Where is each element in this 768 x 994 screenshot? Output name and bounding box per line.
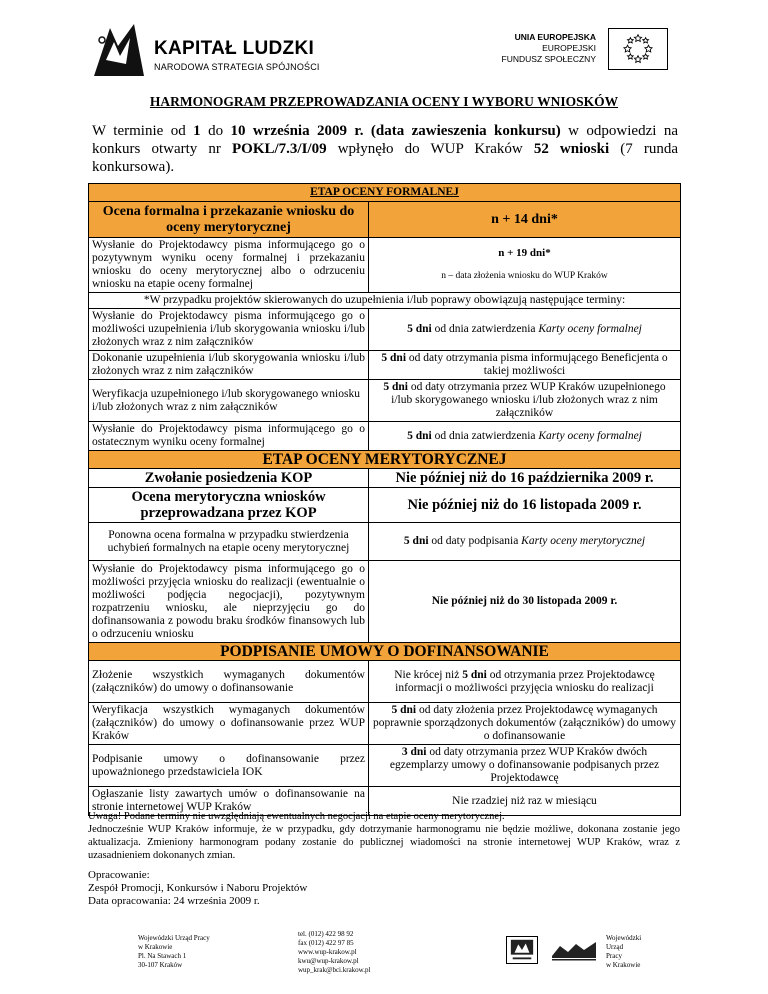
sign-r1-text-2: od otrzymania przez Projektodawcę informacji o możliwości przyjęcia wniosku do realizacji [395, 668, 655, 694]
formal-r2-value [369, 309, 681, 351]
footer-wup-2: Urząd [606, 943, 624, 951]
intro-text-1: W terminie od [92, 123, 194, 139]
footer-contact [298, 930, 438, 975]
eu-line-3: FUNDUSZ SPOŁECZNY [501, 54, 596, 64]
merit-r2-label: Ocena merytoryczna wniosków przeprowadzana przez KOP [89, 488, 369, 523]
table-row [89, 561, 681, 643]
sign-r2-bold: 5 dni [391, 704, 417, 716]
footer-contact-1: tel. (012) 422 98 92 [298, 930, 354, 938]
table-row [89, 469, 681, 488]
table-row [89, 523, 681, 561]
table-row [89, 703, 681, 745]
sign-r3-text: od daty otrzymania przez WUP Kraków dwóch egzemplarzy umowy o dofinansowanie podpisanych przez Projektodawcę [389, 746, 660, 784]
logo-subtitle: NARODOWA STRATEGIA SPÓJNOŚCI [154, 62, 320, 72]
section-merit: ETAP OCENY MERYTORYCZNEJ [89, 451, 681, 469]
footnote-line-2: Jednocześnie WUP Kraków informuje, że w przypadku, gdy dotrzymanie harmonogramu nie będzie możliwe, dokonana zostanie jego aktualizacja. Zmieniony harmonogram podany zostanie do publicznej wiadomości na stronie internetowej WUP Kraków, wraz z uzasadnieniem dokonanych zmian. [88, 824, 680, 861]
formal-r4-label: Weryfikacja uzupełnionego i/lub skorygowanego wniosku i/lub złożonych wraz z nim załączników [89, 380, 369, 422]
sign-r3-value [369, 745, 681, 787]
table-row [89, 380, 681, 422]
merit-r1-label: Zwołanie posiedzenia KOP [89, 469, 369, 488]
sign-r2-text: od daty złożenia przez Projektodawcę wymaganych poprawnie sporządzonych dokumentów (załączników) do umowy o dofinansowanie [372, 704, 677, 742]
table-row [89, 351, 681, 380]
formal-r2-italic: Karty oceny formalnej [538, 323, 642, 335]
footer-address-3: Pl. Na Stawach 1 [138, 952, 187, 960]
footer-contact-5: wup_krak@bci.krakow.pl [298, 966, 371, 974]
table-row [89, 422, 681, 451]
malopolska-logo [506, 936, 538, 964]
intro-text-3: w odpowiedzi na konkurs otwarty nr [92, 123, 678, 157]
eu-line-1: UNIA EUROPEJSKA [514, 32, 596, 42]
section-formal: ETAP OCENY FORMALNEJ [89, 184, 681, 202]
sign-r1-label: Złożenie wszystkich wymaganych dokumentów (załączników) do umowy o dofinansowanie [89, 661, 369, 703]
footer-wup-name [606, 934, 676, 970]
sign-r3-bold: 3 dni [401, 746, 427, 758]
table-row [89, 202, 681, 238]
prepared-line-2: Zespół Promocji, Konkursów i Naboru Projektów [88, 882, 308, 894]
footer-contact-2: fax (012) 422 97 85 [298, 939, 354, 947]
sign-r1-value [369, 661, 681, 703]
table-row [89, 238, 681, 293]
footer-wup-4: w Krakowie [606, 961, 641, 969]
sign-r2-label: Weryfikacja wszystkich wymaganych dokumentów (załączników) do umowy o dofinansowanie przez WUP Kraków [89, 703, 369, 745]
formal-r2-bold: 5 dni [407, 323, 432, 335]
merit-r3-bold: 5 dni [403, 535, 429, 547]
prepared-line-3: Data opracowania: 24 września 2009 r. [88, 895, 260, 907]
intro-bold-2: 10 września 2009 r. (data zawieszenia konkursu) [230, 123, 561, 139]
sign-r4-value: Nie rzadziej niż raz w miesiącu [369, 787, 681, 816]
sign-r4-label: Ogłaszanie listy zawartych umów o dofinansowanie na stronie internetowej WUP Kraków [89, 787, 369, 816]
intro-bold-4: 52 wnioski [533, 141, 610, 157]
formal-r3-value [369, 351, 681, 380]
section-sign: PODPISANIE UMOWY O DOFINANSOWANIE [89, 643, 681, 661]
formal-r3-bold: 5 dni [381, 352, 407, 364]
sign-r2-value [369, 703, 681, 745]
prepared-line-1: Opracowanie: [88, 869, 150, 881]
formal-r5-bold: 5 dni [407, 429, 432, 442]
formal-r4-value [369, 380, 681, 422]
table-row [89, 293, 681, 309]
formal-r4-bold: 5 dni [383, 381, 408, 393]
formal-r2-label: Wysłanie do Projektodawcy pisma informującego go o możliwości uzupełnienia i/lub skorygowania wniosku i/lub złożonych wraz z nim załączników [89, 309, 369, 351]
document-title: HARMONOGRAM PRZEPROWADZANIA OCENY I WYBORU WNIOSKÓW [149, 94, 619, 109]
formal-r4-text: od daty otrzymania przez WUP Kraków uzupełnionego i/lub skorygowanego wniosku i/lub złożonych wraz z nim załączników [391, 381, 666, 419]
intro-text-2: do [200, 123, 231, 139]
footer-wup-3: Pracy [606, 952, 622, 960]
footer-contact-4: kwu@wup-krakow.pl [298, 957, 359, 965]
formal-note: *W przypadku projektów skierowanych do uzupełnienia i/lub poprawy obowiązują następujące terminy: [89, 293, 681, 309]
intro-text-4: wpłynęło do WUP Kraków [326, 141, 534, 157]
formal-r1-label: Wysłanie do Projektodawcy pisma informującego go o pozytywnym wyniku oceny formalnej i przekazaniu wniosku do oceny merytorycznej albo o odrzuceniu wniosku na etapie oceny formalnej [89, 238, 369, 293]
formal-r5-label: Wysłanie do Projektodawcy pisma informującego go o ostatecznym wyniku oceny formalnej [89, 422, 369, 451]
formal-r1-value-cell [369, 238, 681, 293]
section-row [89, 184, 681, 202]
intro-bold-3: POKL/7.3/I/09 [232, 141, 327, 157]
section-row [89, 451, 681, 469]
table-row [89, 661, 681, 703]
footer-address-1: Wojewódzki Urząd Pracy [138, 934, 210, 942]
footer-wup-1: Wojewódzki [606, 934, 642, 942]
logo-title: KAPITAŁ LUDZKI [154, 38, 315, 59]
schedule-table [88, 183, 681, 816]
intro-bold-1: 1 [193, 123, 201, 139]
sign-r1-text-1: Nie krócej niż [394, 668, 463, 681]
formal-r3-text: od daty otrzymania pisma informującego Beneficjenta o takiej możliwości [406, 352, 668, 377]
formal-r5-value [369, 422, 681, 451]
table-row [89, 745, 681, 787]
sign-r1-bold: 5 dni [462, 668, 487, 681]
table-row [89, 309, 681, 351]
formal-head-value: n + 14 dni* [369, 202, 681, 238]
sign-r3-label: Podpisanie umowy o dofinansowanie przez upoważnionego przedstawiciela IOK [89, 745, 369, 787]
merit-r2-value: Nie później niż do 16 listopada 2009 r. [369, 488, 681, 523]
formal-head-label: Ocena formalna i przekazanie wniosku do oceny merytorycznej [89, 202, 369, 238]
merit-r4-value: Nie później niż do 30 listopada 2009 r. [369, 561, 681, 643]
merit-r4-label: Wysłanie do Projektodawcy pisma informującego go o możliwości przyjęcia wniosku do realizacji (ewentualnie o możliwości podjęcia negocjacji), pozytywnym rozpatrzeniu wniosku, ale nieprzyjęciu go do dofinansowania z powodu braku środków finansowych lub o odrzuceniu wniosku [89, 561, 369, 643]
footnote-line-1: Uwaga! Podane terminy nie uwzględniają ewentualnych negocjacji na etapie oceny merytorycznej. [88, 811, 505, 822]
formal-r2-text: od dnia zatwierdzenia [431, 323, 539, 335]
eu-flag-icon [608, 28, 668, 70]
merit-r3-italic: Karty oceny merytorycznej [521, 535, 646, 547]
intro-paragraph [92, 122, 678, 176]
kapital-ludzki-logo [88, 20, 148, 80]
footer-address-4: 30-107 Kraków [138, 961, 183, 969]
prepared-by [88, 869, 488, 908]
page-header [88, 20, 688, 90]
formal-r5-text: od dnia zatwierdzenia [431, 429, 539, 442]
eu-text [502, 32, 596, 65]
wup-logo [550, 938, 598, 962]
merit-r3-text: od daty podpisania [428, 535, 522, 547]
formal-r5-italic: Karty oceny formalnej [538, 429, 642, 442]
formal-r1-value: n + 19 dni* [498, 247, 551, 259]
footer-contact-3: www.wup-krakow.pl [298, 948, 357, 956]
merit-r1-value: Nie później niż do 16 października 2009 r. [369, 469, 681, 488]
footer-address-2: w Krakowie [138, 943, 173, 951]
footnote [88, 810, 680, 862]
footer-address [138, 934, 278, 970]
merit-r3-label: Ponowna ocena formalna w przypadku stwierdzenia uchybień formalnych na etapie oceny merytorycznej [89, 523, 369, 561]
section-row [89, 643, 681, 661]
formal-r3-label: Dokonanie uzupełnienia i/lub skorygowania wniosku i/lub złożonych wraz z nim załączników [89, 351, 369, 380]
intro-text-5: (7 runda konkursowa). [92, 141, 678, 175]
eu-line-2: EUROPEJSKI [542, 43, 596, 53]
formal-r1-note: n – data złożenia wniosku do WUP Kraków [441, 271, 608, 281]
table-row [89, 488, 681, 523]
merit-r3-value [369, 523, 681, 561]
